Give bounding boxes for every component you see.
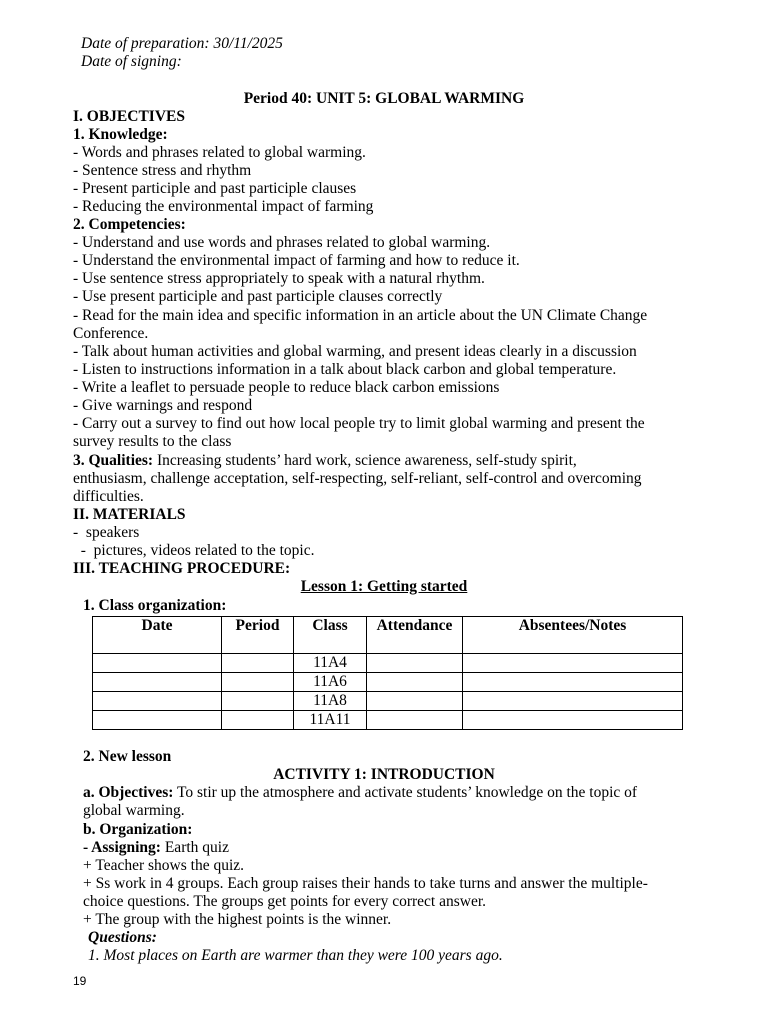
objectives-heading: I. OBJECTIVES (73, 108, 185, 125)
competency-item: - Carry out a survey to find out how local people try to limit global warming and present the (73, 415, 645, 432)
lesson-title: Period 40: UNIT 5: GLOBAL WARMING (243, 90, 525, 107)
table-cell (222, 692, 294, 711)
table-cell (93, 711, 222, 730)
col-header-notes: Absentees/Notes (463, 617, 683, 654)
table-cell (463, 673, 683, 692)
competencies-heading: 2. Competencies: (73, 216, 186, 233)
table-header-row (93, 617, 683, 654)
attendance-table (92, 616, 683, 730)
competency-item: - Use sentence stress appropriately to speak with a natural rhythm. (73, 270, 485, 287)
new-lesson-heading: 2. New lesson (83, 748, 172, 765)
table-cell (93, 654, 222, 673)
qualities-line: enthusiasm, challenge acceptation, self-respecting, self-reliant, self-control and overcoming (73, 470, 642, 487)
step-item: + Teacher shows the quiz. (83, 857, 245, 874)
step-item: + Ss work in 4 groups. Each group raises their hands to take turns and answer the multiple- (83, 875, 648, 892)
col-header-attendance: Attendance (367, 617, 463, 654)
table-cell (463, 692, 683, 711)
competency-item: - Write a leaflet to persuade people to reduce black carbon emissions (73, 379, 500, 396)
objectives-text: To stir up the atmosphere and activate students’ knowledge on the topic of (173, 784, 638, 801)
assigning-line (83, 839, 229, 857)
table-cell (93, 692, 222, 711)
activity-objectives-cont: global warming. (83, 802, 185, 819)
competency-item: - Use present participle and past participle clauses correctly (73, 288, 443, 305)
competency-item: survey results to the class (73, 433, 232, 450)
competency-item: - Talk about human activities and global warming, and present ideas clearly in a discussion (73, 343, 637, 360)
knowledge-heading: 1. Knowledge: (73, 126, 168, 143)
table-cell (367, 692, 463, 711)
table-cell: 11A6 (294, 673, 367, 692)
knowledge-item: - Reducing the environmental impact of farming (73, 198, 374, 215)
question-1: 1. Most places on Earth are warmer than they were 100 years ago. (88, 947, 503, 964)
activity-objectives (83, 784, 637, 802)
col-header-period: Period (222, 617, 294, 654)
competency-item: - Read for the main idea and specific information in an article about the UN Climate Change (73, 307, 648, 324)
table-cell (222, 673, 294, 692)
materials-item: - pictures, videos related to the topic. (73, 542, 315, 559)
competency-item: - Listen to instructions information in a talk about black carbon and global temperature. (73, 361, 617, 378)
activity-title: ACTIVITY 1: INTRODUCTION (273, 766, 495, 783)
class-organization-heading: 1. Class organization: (83, 597, 227, 614)
table-cell: 11A8 (294, 692, 367, 711)
table-cell (222, 711, 294, 730)
date-of-preparation: Date of preparation: 30/11/2025 (81, 35, 283, 52)
page-number: 19 (73, 974, 87, 988)
table-cell (93, 673, 222, 692)
assigning-label: - Assigning: (83, 839, 161, 856)
table-cell: 11A11 (294, 711, 367, 730)
date-of-signing: Date of signing: (81, 53, 182, 70)
qualities-text: Increasing students’ hard work, science awareness, self-study spirit, (153, 452, 577, 469)
table-cell (463, 654, 683, 673)
table-cell (367, 711, 463, 730)
step-item: choice questions. The groups get points for every correct answer. (83, 893, 487, 910)
table-cell (367, 654, 463, 673)
organization-heading: b. Organization: (83, 821, 193, 838)
table-cell (222, 654, 294, 673)
qualities-label: 3. Qualities: (73, 452, 154, 469)
qualities-line: difficulties. (73, 488, 144, 505)
competency-item: Conference. (73, 325, 149, 342)
step-item: + The group with the highest points is the winner. (83, 911, 392, 928)
table-row (93, 654, 683, 673)
materials-heading: II. MATERIALS (73, 506, 186, 523)
competency-item: - Give warnings and respond (73, 397, 253, 414)
table-cell (463, 711, 683, 730)
table-cell (367, 673, 463, 692)
qualities-line (73, 452, 577, 470)
objectives-label: a. Objectives: (83, 784, 174, 801)
table-row (93, 673, 683, 692)
table-row (93, 692, 683, 711)
questions-label: Questions: (88, 929, 157, 946)
competency-item: - Understand the environmental impact of farming and how to reduce it. (73, 252, 520, 269)
procedure-heading: III. TEACHING PROCEDURE: (73, 560, 291, 577)
lesson-subtitle-text: Lesson 1: Getting started (300, 578, 468, 595)
competency-item: - Understand and use words and phrases related to global warming. (73, 234, 491, 251)
col-header-date: Date (93, 617, 222, 654)
lesson-subtitle (0, 578, 768, 596)
table-cell: 11A4 (294, 654, 367, 673)
col-header-class: Class (294, 617, 367, 654)
knowledge-item: - Words and phrases related to global warming. (73, 144, 366, 161)
materials-item: - speakers (73, 524, 140, 541)
assigning-text: Earth quiz (160, 839, 229, 856)
knowledge-item: - Present participle and past participle clauses (73, 180, 357, 197)
knowledge-item: - Sentence stress and rhythm (73, 162, 252, 179)
table-row (93, 711, 683, 730)
